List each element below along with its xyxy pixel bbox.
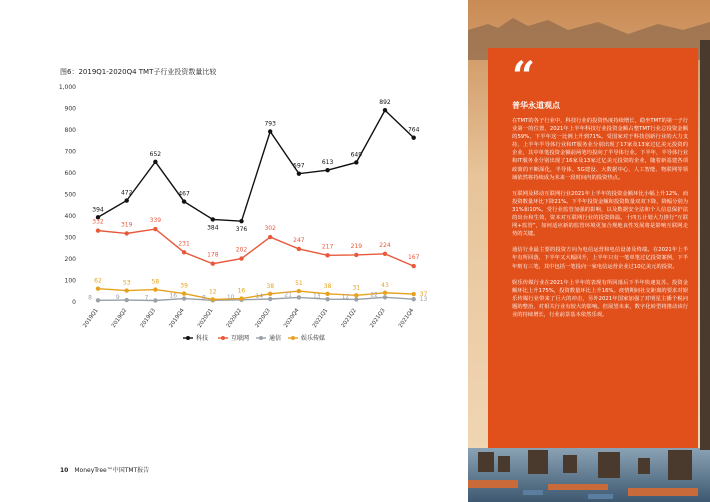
data-point [125,198,129,202]
report-right-page [468,0,710,502]
y-tick-label: 300 [64,234,76,242]
data-label: 247 [293,236,305,244]
legend-marker [221,336,225,340]
y-tick-label: 200 [64,256,76,263]
data-label: 892 [379,99,391,107]
data-point [297,289,301,293]
x-tick-label: 2020Q2 [225,307,244,330]
data-label: 339 [149,217,162,225]
legend-label: 娱乐传媒 [301,335,326,343]
legend-label: 科技 [196,335,209,343]
data-label: 16 [169,292,178,300]
x-tick-label: 2021Q3 [369,307,387,330]
page-number: 10 [60,467,69,474]
data-label: 649 [350,151,363,159]
x-tick-label: 2020Q3 [254,307,272,330]
data-point [268,297,272,301]
page-footer [60,465,149,474]
data-label: 62 [94,277,102,285]
x-tick-label: 2019Q3 [139,307,158,330]
y-tick-label: 100 [64,277,76,285]
data-label: 7 [144,294,149,302]
data-point [325,168,329,172]
data-point [383,108,387,112]
data-label: 43 [381,281,389,289]
data-point [297,295,301,299]
legend-marker [291,336,295,340]
data-label: 21 [284,291,292,299]
y-tick-label: 900 [64,105,76,113]
data-label: 10 [226,293,235,301]
data-label: 319 [120,221,133,229]
data-label: 202 [235,246,248,254]
insight-panel [488,48,698,448]
insight-paragraph-internet: 互联网及移动互联网行业2021年上半年的投资金额环比小幅上升12%，而投资数量环比下降21%。下半年投资金额和投资数量双双下降，降幅分别为31%和10%。受行业监管加强的影响，以及数据安全法和个人信息保护法的出台和生效，资本对互联网行业的投资降温。十四五计划大力推行“互联网+监管”，如何适应新的监管环境更加合规地良性发展将是影响互联网走势的关键。 [512,190,688,238]
x-tick-label: 2021Q4 [397,307,416,330]
data-label: 37 [419,291,428,299]
series-line-科技 [98,110,414,221]
data-label: 613 [321,159,334,167]
data-label: 38 [266,282,275,290]
data-point [125,298,129,302]
data-point [383,295,387,299]
y-tick-label: 700 [64,148,76,156]
data-point [96,298,100,302]
x-tick-label: 2021Q2 [340,307,358,330]
data-point [297,247,301,251]
data-point [182,291,186,295]
data-point [268,129,272,133]
data-label: 53 [122,279,131,287]
data-label: 217 [321,243,334,251]
data-label: 13 [419,296,428,304]
data-point [268,292,272,296]
x-tick-label: 2019Q4 [168,307,186,330]
data-point [239,296,243,300]
data-label: 178 [207,251,219,259]
data-label: 167 [407,254,420,262]
data-point [412,292,416,296]
data-label: 231 [178,240,190,248]
insight-paragraph-telecom: 通信行业最主要的投资方向为电信运营和电信设备及终端。在2021年上半年有所回落，下半年又大幅回升，上半年只有一笔单笔过亿投资案例，下半年则有三笔，其中包括一笔投向一家电信运营企业过10亿美元的投资。 [512,247,688,270]
data-point [412,297,416,301]
y-tick-label: 500 [64,191,76,199]
data-point [325,292,329,296]
data-point [354,297,358,301]
data-label: 16 [237,287,246,295]
y-tick-label: 0 [72,299,76,306]
series-line-互联网 [98,229,414,266]
data-point [125,288,129,292]
chart-title: 图6：2019Q1-2020Q4 TMT子行业投资数量比较 [60,68,217,76]
data-label: 394 [92,206,104,214]
data-point [211,297,215,301]
data-point [383,291,387,295]
data-label: 58 [151,278,160,286]
y-tick-label: 1,000 [58,84,76,91]
legend-marker [259,336,263,340]
data-point [211,217,215,221]
data-point [125,231,129,235]
publication-name: MoneyTree™中国TMT报告 [74,467,150,474]
data-label: 467 [178,190,190,198]
data-point [383,252,387,256]
data-label: 224 [379,241,391,249]
legend-label: 互联网 [231,335,250,343]
data-point [239,219,243,223]
data-point [96,286,100,290]
data-label: 219 [350,242,363,250]
data-label: 51 [295,280,303,288]
x-tick-label: 2019Q1 [82,307,100,330]
data-label: 39 [180,282,188,290]
data-point [182,296,186,300]
x-tick-label: 2020Q1 [197,307,215,330]
data-point [153,227,157,231]
data-point [354,253,358,257]
data-label: 302 [264,225,276,233]
y-tick-label: 400 [64,213,76,220]
data-label: 13 [312,293,321,301]
data-label: 31 [352,284,361,292]
data-label: 597 [293,162,305,170]
data-label: 14 [255,292,264,300]
data-label: 376 [235,226,248,234]
data-point [297,171,301,175]
data-point [153,160,157,164]
data-point [239,256,243,260]
data-point [412,264,416,268]
data-point [325,297,329,301]
x-tick-label: 2020Q4 [283,307,301,330]
legend-marker [186,336,190,340]
data-label: 384 [207,224,219,232]
data-label: 12 [208,288,217,296]
legend-label: 通信 [269,335,282,343]
data-point [268,235,272,239]
data-label: 332 [92,218,104,226]
data-label: 9 [115,294,120,302]
data-point [182,199,186,203]
y-tick-label: 600 [64,170,76,177]
data-label: 38 [323,282,332,290]
data-point [96,228,100,232]
x-tick-label: 2021Q1 [311,307,330,330]
data-label: 793 [264,120,276,128]
x-tick-label: 2019Q2 [110,307,129,330]
data-label: 22 [370,291,378,299]
data-point [211,262,215,266]
quote-mark: “ [512,53,536,100]
data-label: 8 [88,294,92,302]
insight-paragraph-media: 娱乐传媒行业在2021年上半年的表现有所回落后下半年快速复苏。投资金额环比上升175%，投资数量环比上升16%。疫情期间社交距离的要求对娱乐传媒行业带来了巨大的冲击，另外2021年国家加强了对明星主播个税问题的整治，对相关行业有较大的影响。但展望未来，数字化转型将推动该行业的持续增长，行业前景基本依然乐观。 [512,279,688,318]
data-point [153,287,157,291]
data-label: 652 [149,150,162,158]
data-point [354,293,358,297]
data-point [412,136,416,140]
y-tick-label: 800 [64,127,76,134]
data-label: 764 [407,126,420,134]
data-point [182,250,186,254]
data-point [325,253,329,257]
data-label: 8 [201,294,206,302]
data-point [153,298,157,302]
data-label: 472 [120,189,133,197]
data-point [354,160,358,164]
insight-heading: 普华永道观点 [512,101,560,110]
insight-paragraph-tech: 在TMT的各子行业中，科技行业的投资热度持续增长，稳坐TMT的第一子行业第一的位置，2021年上半年科技行业投资金额占整TMT行业总投资金额的59%，下半年这一比例上升到71%。受国家对于科技创新行业的大力支持，上半年半导体行业和IT服务业分别出现了17家及13家过亿美元投资的企业，其中单笔投资金额前两笔均投向了半导体行业。下半年，半导体行业和IT服务业分别出现了16家及13家过亿美元投资的企业，随着新基建各项政策的不断深化，半导体、5G建设、大数据中心、人工智能、物联网等领域依然将持续成为未来一段时间内的投资热点。 [512,118,688,181]
data-label: 12 [341,293,350,301]
